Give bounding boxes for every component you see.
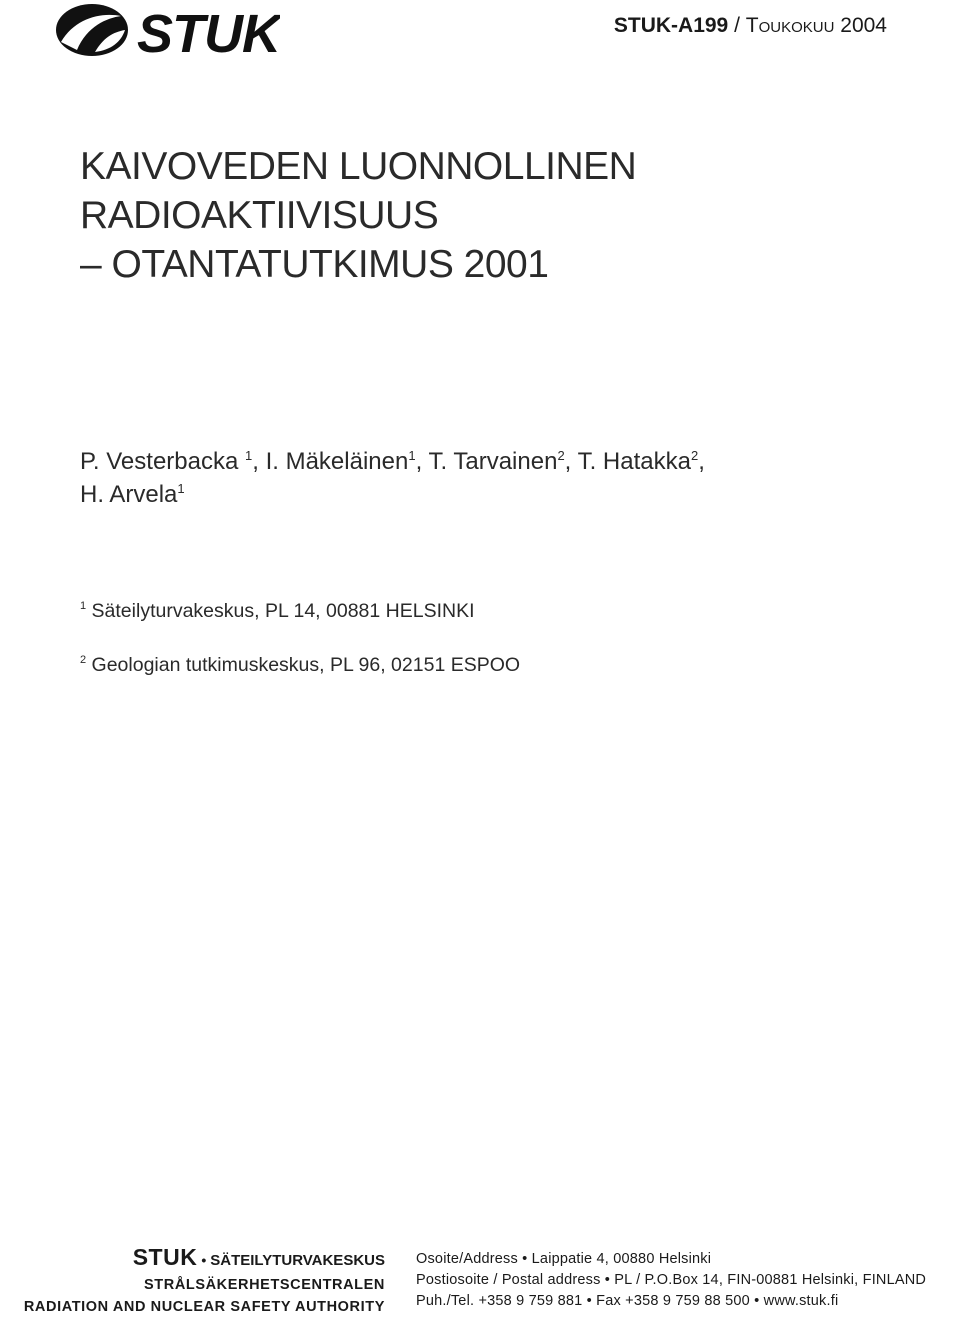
document-title (80, 142, 636, 289)
footer-org-fi: SÄTEILYTURVAKESKUS (210, 1252, 385, 1269)
footer-brand: STUK (132, 1244, 198, 1270)
stuk-logo-emblem-icon (56, 4, 128, 56)
footer-org-en: RADIATION AND NUCLEAR SAFETY AUTHORITY (23, 1299, 385, 1315)
author-name: , T. Hatakka (564, 448, 691, 475)
author-name: , I. Mäkeläinen (252, 448, 409, 475)
author-affiliation-mark: 1 (408, 448, 416, 463)
report-id (614, 14, 887, 38)
report-separator: / (728, 14, 746, 37)
title-line: RADIOAKTIIVISUUS (80, 194, 439, 237)
footer-bullet: • (201, 1252, 207, 1268)
affiliation-mark: 1 (80, 600, 87, 612)
report-date: Toukokuu 2004 (745, 14, 887, 37)
author-list (80, 445, 705, 511)
author-line (80, 478, 705, 511)
footer-organization (24, 1244, 385, 1318)
stuk-logo-wordmark: STUK (137, 4, 280, 58)
author-affiliation-mark: 2 (557, 448, 565, 463)
affiliation (80, 600, 475, 623)
author-name: , T. Tarvainen (415, 448, 558, 475)
affiliation-text: Säteilyturvakeskus, PL 14, 00881 HELSINKI (86, 600, 475, 622)
footer-phone-web: Puh./Tel. +358 9 759 881 • Fax +358 9 759 88 500 • www.stuk.fi (416, 1293, 839, 1309)
author-line (80, 445, 705, 478)
author-name: , (698, 448, 705, 475)
author-name: H. Arvela (80, 481, 178, 508)
title-line: KAIVOVEDEN LUONNOLLINEN (80, 145, 637, 188)
author-name: P. Vesterbacka (80, 448, 245, 475)
footer-org-line (24, 1244, 385, 1274)
footer-contact (416, 1249, 926, 1312)
footer-org-sv: STRÅLSÄKERHETSCENTRALEN (144, 1277, 385, 1293)
affiliation (80, 654, 520, 677)
affiliation-text: Geologian tutkimuskeskus, PL 96, 02151 ESPOO (86, 654, 521, 676)
author-affiliation-mark: 1 (245, 448, 253, 463)
footer-postal-address: Postiosoite / Postal address • PL / P.O.Box 14, FIN-00881 Helsinki, FINLAND (416, 1272, 927, 1288)
title-line: – OTANTATUTKIMUS 2001 (80, 243, 549, 286)
author-affiliation-mark: 1 (177, 481, 185, 496)
footer-address: Osoite/Address • Laippatie 4, 00880 Helsinki (416, 1251, 712, 1267)
author-affiliation-mark: 2 (690, 448, 699, 463)
stuk-logo (55, 2, 280, 58)
report-code: STUK-A199 (613, 14, 729, 37)
affiliation-mark: 2 (80, 654, 87, 666)
